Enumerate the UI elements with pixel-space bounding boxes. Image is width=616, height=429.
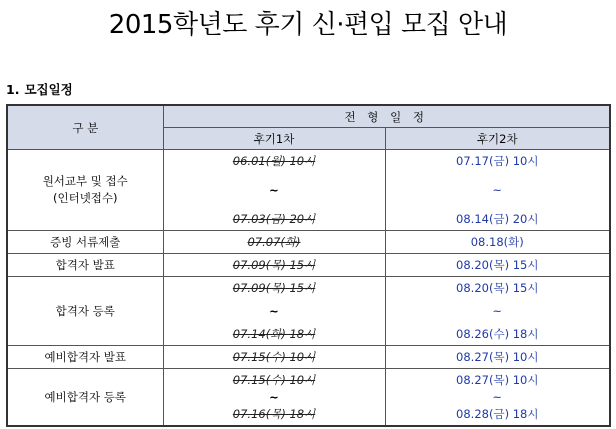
schedule-table xyxy=(6,104,611,427)
page-title: 2015학년도 후기 신·편입 모집 안내 xyxy=(108,10,508,40)
table-row xyxy=(7,369,610,427)
round1-separator: ~ xyxy=(269,390,279,404)
round1-cell: 07.15(수) 10시 xyxy=(163,346,385,369)
row-label-line1: 원서교부 및 접수 xyxy=(42,174,128,188)
row-label: 예비합격자 발표 xyxy=(7,346,163,369)
round2-end: 08.14(금) 20시 xyxy=(456,212,539,226)
table-row xyxy=(7,346,610,369)
round2-separator: ~ xyxy=(492,183,503,197)
round2-start: 07.17(금) 10시 xyxy=(456,154,539,168)
round1-end: 07.14(화) 18시 xyxy=(232,327,316,341)
round2-cell: 08.18(화) xyxy=(385,231,610,254)
round2-cell: 08.27(목) 10시 xyxy=(385,346,610,369)
round1-cell xyxy=(163,369,385,427)
round2-end: 08.28(금) 18시 xyxy=(456,407,539,421)
round2-start: 08.20(목) 15시 xyxy=(456,281,539,295)
round1-separator: ~ xyxy=(269,183,279,197)
schedule-header: 전 형 일 정 xyxy=(163,105,610,128)
round1-end: 07.16(목) 18시 xyxy=(232,407,316,421)
round2-cell xyxy=(385,150,610,231)
section-label: 모집일정 xyxy=(24,82,73,97)
category-header: 구 분 xyxy=(7,105,163,150)
round1-start: 07.09(목) 15시 xyxy=(232,281,316,295)
round2-end: 08.26(수) 18시 xyxy=(456,327,539,341)
row-label: 예비합격자 등록 xyxy=(7,369,163,427)
row-label-line2: (인터넷접수) xyxy=(52,191,118,205)
section-number: 1. xyxy=(6,82,20,97)
row-label: 합격자 발표 xyxy=(7,254,163,277)
round1-start: 06.01(월) 10시 xyxy=(232,154,316,168)
round2-header: 후기2차 xyxy=(385,128,610,150)
round1-header: 후기1차 xyxy=(163,128,385,150)
row-label: 합격자 등록 xyxy=(7,277,163,346)
table-row xyxy=(7,277,610,346)
round2-cell xyxy=(385,277,610,346)
table-row xyxy=(7,254,610,277)
round1-end: 07.03(금) 20시 xyxy=(232,212,316,226)
table-row xyxy=(7,231,610,254)
round2-cell: 08.20(목) 15시 xyxy=(385,254,610,277)
round1-separator: ~ xyxy=(269,304,279,318)
row-label xyxy=(7,150,163,231)
table-row xyxy=(7,150,610,231)
round1-cell xyxy=(163,277,385,346)
row-label: 증빙 서류제출 xyxy=(7,231,163,254)
round1-cell xyxy=(163,150,385,231)
round1-cell: 07.07(화) xyxy=(163,231,385,254)
round2-separator: ~ xyxy=(492,390,503,404)
round2-cell xyxy=(385,369,610,427)
round2-separator: ~ xyxy=(492,304,503,318)
section-heading xyxy=(6,80,73,98)
round1-start: 07.15(수) 10시 xyxy=(232,373,316,387)
round2-start: 08.27(목) 10시 xyxy=(456,373,539,387)
round1-cell: 07.09(목) 15시 xyxy=(163,254,385,277)
table-header-row xyxy=(7,105,610,128)
